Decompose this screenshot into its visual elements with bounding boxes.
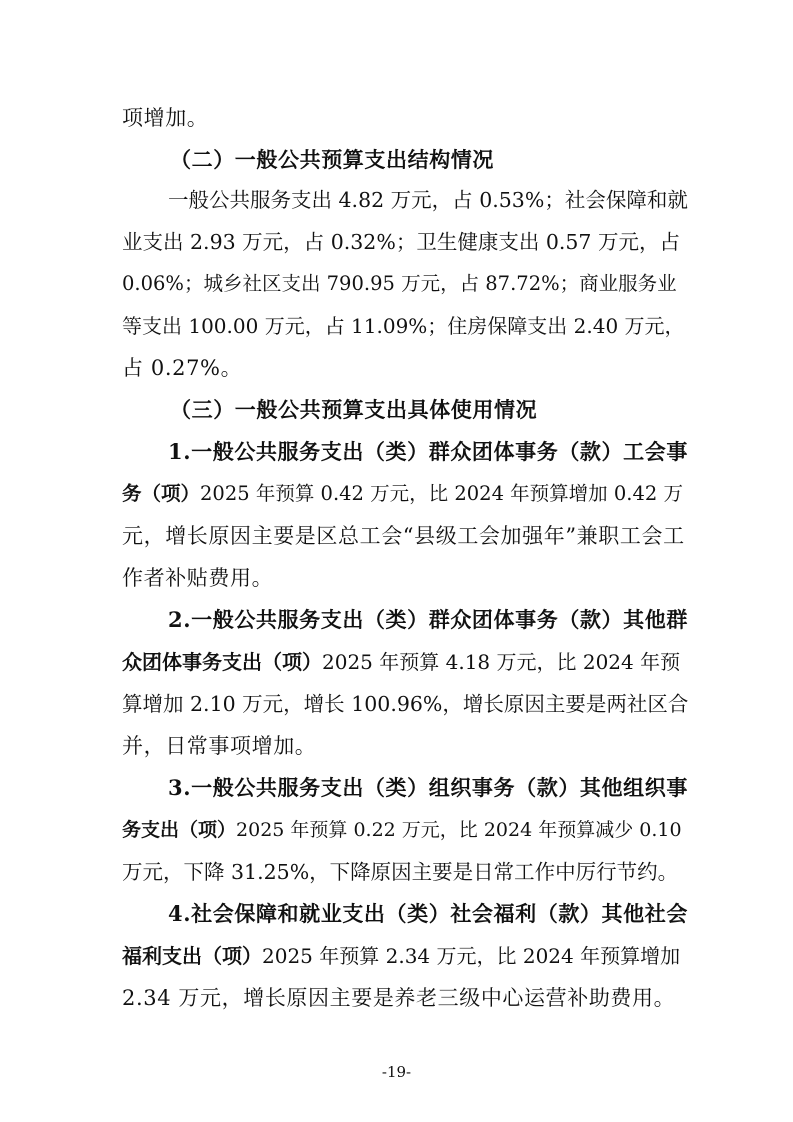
item-2-title-end: 众团体事务支出（项）	[122, 650, 322, 674]
item-3-title: 3.一般公共服务支出（类）组织事务（款）其他组织事	[168, 775, 688, 800]
item-4-text: 2025 年预算 2.34 万元，比 2024 年预算增加	[262, 944, 681, 968]
paragraph-line: 一般公共服务支出 4.82 万元，占 0.53%；社会保障和就	[168, 188, 688, 212]
section-3-heading: （三）一般公共预算支出具体使用情况	[170, 397, 538, 422]
item-4-title: 4.社会保障和就业支出（类）社会福利（款）其他社会	[168, 901, 688, 926]
item-2-title: 2.一般公共服务支出（类）群众团体事务（款）其他群	[168, 607, 688, 632]
paragraph-line: 万元，下降 31.25%，下降原因主要是日常工作中厉行节约。	[122, 860, 679, 884]
paragraph-line: 元，增长原因主要是区总工会“县级工会加强年”兼职工会工	[122, 524, 685, 548]
continuation-text: 项增加。	[122, 106, 209, 130]
page-number: -19-	[381, 1063, 412, 1081]
paragraph-line: 作者补贴费用。	[122, 566, 274, 590]
paragraph-line: 等支出 100.00 万元，占 11.09%；住房保障支出 2.40 万元，	[122, 314, 685, 338]
item-1-text: 2025 年预算 0.42 万元，比 2024 年预算增加 0.42 万	[200, 482, 683, 505]
item-1-title: 1.一般公共服务支出（类）群众团体事务（款）工会事	[168, 439, 688, 464]
paragraph-line: 0.06%；城乡社区支出 790.95 万元，占 87.72%；商业服务业	[122, 272, 677, 295]
item-3-text: 2025 年预算 0.22 万元，比 2024 年预算减少 0.10	[236, 819, 682, 841]
item-1-line-2	[122, 480, 683, 508]
paragraph-line: 2.34 万元，增长原因主要是养老三级中心运营补助费用。	[122, 986, 676, 1010]
paragraph-line: 业支出 2.93 万元，占 0.32%；卫生健康支出 0.57 万元，占	[122, 230, 680, 254]
item-1-title-end: 务（项）	[122, 482, 201, 505]
item-4-title-end: 福利支出（项）	[122, 944, 262, 968]
item-3-line-2	[122, 816, 682, 844]
paragraph-line: 算增加 2.10 万元，增长 100.96%，增长原因主要是两社区合	[122, 692, 689, 716]
paragraph-line: 占 0.27%。	[122, 356, 243, 380]
item-2-line-2	[122, 648, 681, 676]
item-4-line-2	[122, 942, 681, 970]
item-3-title-end: 务支出（项）	[122, 819, 237, 841]
paragraph-line: 并，日常事项增加。	[122, 734, 317, 758]
section-2-heading: （二）一般公共预算支出结构情况	[170, 147, 494, 172]
item-2-text: 2025 年预算 4.18 万元，比 2024 年预	[322, 650, 681, 674]
